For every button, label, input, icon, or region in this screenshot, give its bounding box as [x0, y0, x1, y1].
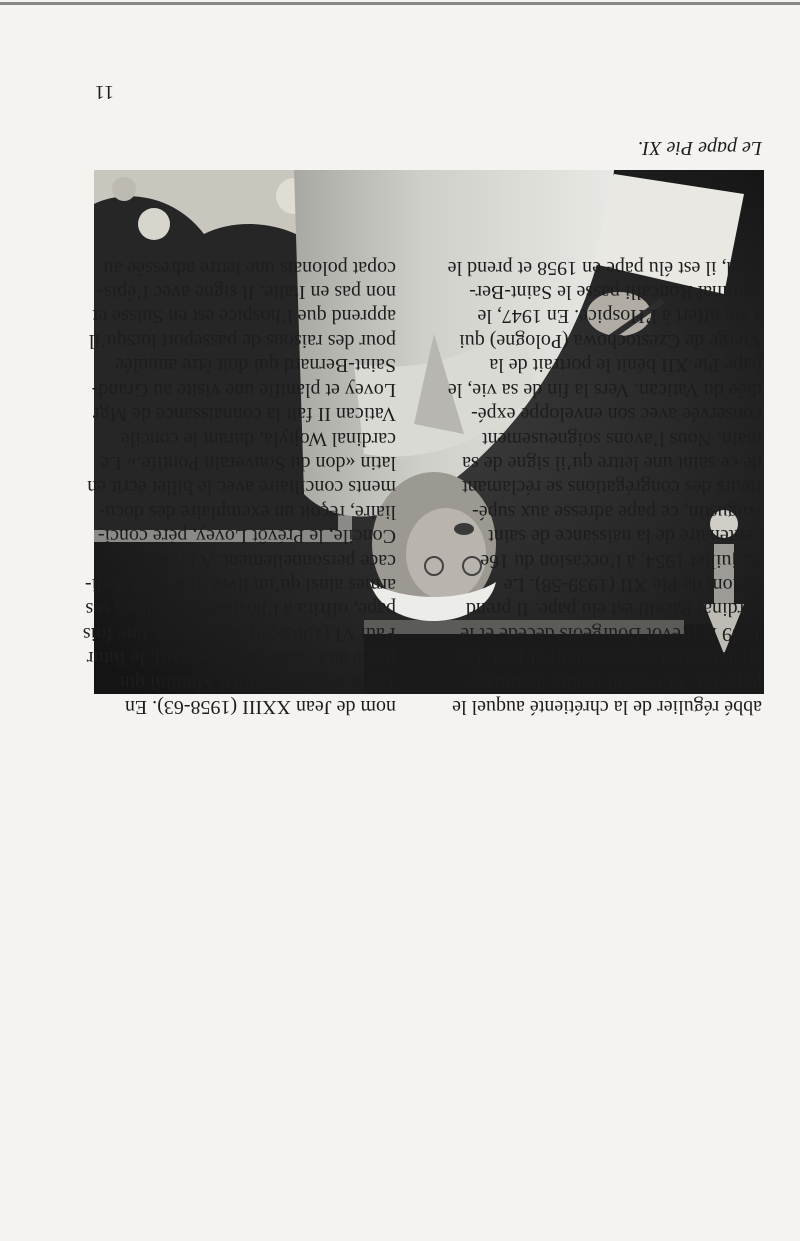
text-line: pour des raisons de passeport lorsqu’il — [88, 329, 396, 352]
text-line: le nom de Pie XII (1939-58). Le — [503, 573, 762, 596]
text-line: copat polonais une lettre adressée au — [103, 256, 396, 279]
text-line: Saint-Bernard qui doit être annulée — [114, 354, 396, 377]
text-line: nard, il est élu pape en 1958 et prend le — [447, 256, 762, 279]
photo-caption: Le pape Pie XI. — [637, 137, 762, 159]
text-line: armes ainsi qu’un livre d’or qu’il dédi- — [84, 573, 396, 596]
text-line: Augustin, ce pape adresse aux supé- — [472, 500, 762, 523]
text-line: non pas en Italie. Il signe avec l’épis- — [97, 281, 396, 304]
text-line: cace personnellement. A la fin du — [129, 549, 396, 572]
text-line: Vatican II fait la connaissance de Mgr — [92, 403, 396, 426]
text-line: liaire, reçoit un exemplaire des docu- — [98, 500, 396, 523]
text-line: pape Pie XI voulait rendre hommage — [467, 671, 762, 694]
text-line: pape Pie XII bénit le portrait de la — [489, 354, 762, 377]
text-line: nom de Jean XXIII (1958-63). En — [124, 696, 396, 718]
text-line: cardinal Roncalli passe le Saint-Ber- — [469, 281, 762, 304]
text-line: 1959, c’est le cardinal Montini qui — [119, 671, 396, 694]
text-line: rieurs des congrégations se réclamant — [462, 476, 762, 499]
text-column-right — [78, 255, 396, 719]
text-line: 25 juillet 1954, à l’occasion du 16e — [480, 549, 762, 572]
text-line: ments conciliaire avec le billet écrit en — [87, 476, 396, 499]
text-line: 1939 le prévôt Bourgeois décédé et le — [460, 622, 762, 645]
text-line: cardinal Wojtyla, durant le concile — [120, 427, 396, 450]
text-line: Paul VI (1963-78). Ce dernier, une fois — [82, 622, 396, 645]
scan-edge-line — [0, 2, 800, 5]
text-line: abbé régulier de la chrétienté auquel le — [452, 696, 762, 718]
text-line: cardinal Pacelli est élu pape. Il prend — [466, 598, 762, 621]
text-column-left — [436, 255, 762, 719]
text-line: Lovey et planifie une visite au Grand- — [91, 378, 396, 401]
text-line: Concile, le Prévôt Lovey, père conci- — [97, 525, 396, 548]
page-number: 11 — [94, 81, 114, 103]
text-line: pape, offrira à l’hospice un calice à ses — [85, 598, 396, 621]
text-line: main. Nous l’avons soigneusement — [482, 427, 762, 450]
text-line: de ce saint une lettre qu’il signe de sa — [462, 451, 762, 474]
text-line: centenaire de la naissance de saint — [488, 525, 762, 548]
text-line: latin «don du Souverain Pontife.» Le — [100, 451, 396, 474]
text-line: diée du Vatican. Vers la fin de sa vie, le — [447, 378, 762, 401]
text-line: a été offert à l’Hospice. En 1947, le — [477, 305, 762, 328]
text-line: passe au Grand-Saint-Bernard, le futur — [86, 647, 396, 670]
text-line: apprend que l’hospice est en Suisse et — [92, 305, 396, 328]
text-line: en déléguant son secrétaire d’Etat. En — [459, 647, 762, 670]
text-line: conservée avec son enveloppe expé- — [471, 403, 762, 426]
text-line: Vierge de Czestochowa (Pologne) qui — [459, 329, 762, 352]
